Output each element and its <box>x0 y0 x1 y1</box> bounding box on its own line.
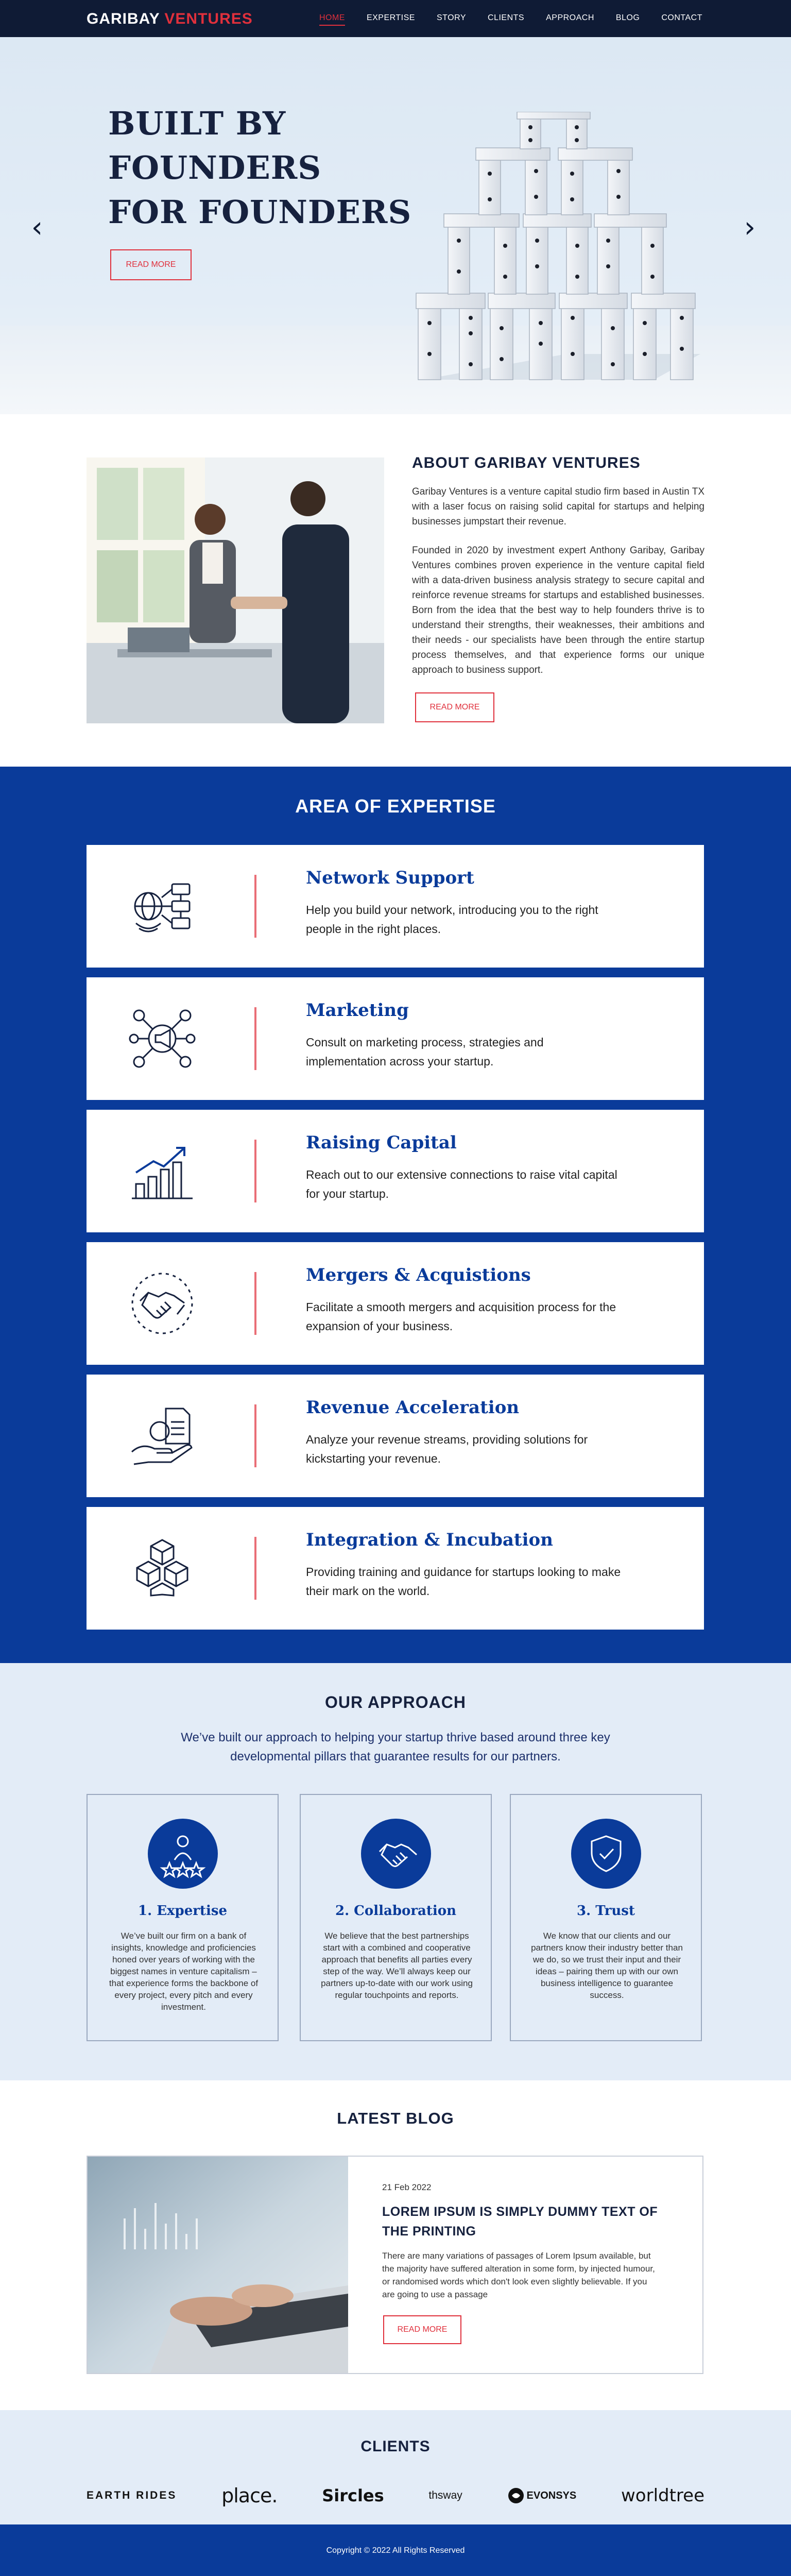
blog-post-date: 21 Feb 2022 <box>382 2182 432 2192</box>
clients-section <box>0 2410 791 2524</box>
card-description: Analyze your revenue streams, providing solutions for kickstarting your revenue. <box>306 1433 588 1465</box>
hero-read-more-button[interactable]: READ MORE <box>110 249 192 280</box>
about-section <box>0 414 791 767</box>
nav-item-expertise[interactable]: EXPERTISE <box>366 13 415 22</box>
approach-section <box>0 1663 791 2080</box>
hand-dollar-icon <box>128 1401 197 1470</box>
pillar-title: 2. Collaboration <box>335 1903 457 1919</box>
nav-item-clients[interactable]: CLIENTS <box>488 13 525 22</box>
hero-title <box>108 101 411 234</box>
card-separator <box>254 1537 256 1600</box>
client-logo-thsway: thsway <box>428 2489 462 2501</box>
growth-chart-icon <box>128 1137 197 1206</box>
card-title: Revenue Acceleration <box>306 1397 520 1418</box>
person-stars-icon <box>148 1819 218 1889</box>
expertise-section <box>0 767 791 1663</box>
approach-pillar-trust <box>510 1794 702 2041</box>
cubes-icon <box>128 1534 197 1603</box>
brand-name-part2: VENTURES <box>164 10 253 27</box>
about-paragraph-1: Garibay Ventures is a venture capital studio firm based in Austin TX with a laser focus on raising solid capital for startups and helping businesses jumpstart their revenue. <box>412 486 704 527</box>
blog-section <box>0 2080 791 2410</box>
approach-pillar-collaboration <box>300 1794 492 2041</box>
blog-post-card[interactable] <box>87 2156 703 2374</box>
card-description: Consult on marketing process, strategies and implementation across your startup. <box>306 1036 544 1068</box>
brand-name-part1: GARIBAY <box>87 10 160 27</box>
card-separator <box>254 1140 256 1202</box>
pillar-description: We believe that the best partnerships start with a combined and cooperative approach that benefits all parties every step of the way. We’ll always keep our partners up-to-date with our work using regular touchpoints and reports. <box>321 1931 473 2000</box>
card-description: Help you build your network, introducing you to the right people in the right places. <box>306 903 598 936</box>
brand-logo[interactable] <box>87 10 253 28</box>
nav-item-home[interactable]: HOME <box>319 13 345 26</box>
main-menu <box>319 13 702 26</box>
top-navbar <box>0 0 791 37</box>
approach-pillar-expertise <box>87 1794 279 2041</box>
about-title: ABOUT GARIBAY VENTURES <box>412 454 641 471</box>
clients-title: CLIENTS <box>360 2438 431 2455</box>
domino-tower-image <box>412 112 700 405</box>
client-logo-evonsys-text: EVONSYS <box>526 2489 577 2501</box>
hero-title-line2: FOUNDERS <box>108 149 322 187</box>
handshake-office-photo <box>87 457 384 723</box>
nav-item-approach[interactable]: APPROACH <box>546 13 594 22</box>
pillar-description: We’ve built our firm on a bank of insights, knowledge and proficiencies honed over years of working with the biggest names in venture capitalism – that experience forms the backbone of every project, every pitch and every investment. <box>109 1931 259 2012</box>
expertise-card-raising-capital[interactable] <box>87 1110 704 1232</box>
card-separator <box>254 1007 256 1070</box>
nav-item-contact[interactable]: CONTACT <box>661 13 702 22</box>
card-separator <box>254 1404 256 1467</box>
client-logo-earth-rides: EARTH RIDES <box>87 2489 177 2501</box>
card-description: Facilitate a smooth mergers and acquisition process for the expansion of your business. <box>306 1300 616 1333</box>
shield-check-icon <box>571 1819 641 1889</box>
card-description: Reach out to our extensive connections to raise vital capital for your startup. <box>306 1168 617 1200</box>
about-paragraph-2: Founded in 2020 by investment expert Anthony Garibay, Garibay Ventures combines proven experience in the venture capital field with a data-driven business analysis strategy to secure capital and reinforce revenue streams for startups and established businesses. Born from the idea that the best way to help founders thrive is to understand their strengths, their weaknesses, their ambitions and their needs - our specialists have been through the entire startup process themselves, and that experience forms our unique approach to business support. <box>412 545 704 675</box>
carousel-next-icon[interactable]: › <box>744 211 756 244</box>
client-logo-place: place. <box>221 2484 278 2507</box>
megaphone-hub-icon <box>128 1004 197 1073</box>
card-title: Network Support <box>306 868 474 888</box>
approach-subtitle: We’ve built our approach to helping your startup thrive based around three key developmental pillars that guarantee results for our partners. <box>181 1731 610 1764</box>
hero-title-line1: BUILT BY <box>108 105 286 142</box>
evonsys-mark-icon <box>507 2487 525 2504</box>
blog-post-excerpt: There are many variations of passages of Lorem Ipsum available, but the majority have suffered alteration in some form, by injected humour, or randomised words which don't look even slightly believable. If you are going to use a passage <box>382 2251 655 2299</box>
handshake-icon <box>361 1819 431 1889</box>
card-title: Raising Capital <box>306 1132 457 1153</box>
hero-title-line3: FOR FOUNDERS <box>108 193 412 231</box>
pillar-icon-circle <box>148 1819 218 1889</box>
pillar-icon-circle <box>361 1819 431 1889</box>
client-logos-row <box>87 2480 704 2511</box>
card-description: Providing training and guidance for startups looking to make their mark on the world. <box>306 1565 621 1598</box>
hero-banner <box>0 37 791 414</box>
pillar-icon-circle <box>571 1819 641 1889</box>
footer <box>0 2524 791 2576</box>
expertise-title: AREA OF EXPERTISE <box>295 795 496 817</box>
blog-post-image <box>88 2157 348 2374</box>
expertise-card-revenue-acceleration[interactable] <box>87 1375 704 1497</box>
copyright-text: Copyright © 2022 All Rights Reserved <box>326 2546 465 2555</box>
blog-title: LATEST BLOG <box>337 2109 454 2127</box>
handshake-icon <box>128 1269 197 1338</box>
network-globe-icon <box>128 872 197 941</box>
pillar-description: We know that our clients and our partners know their industry better than we do, so we trust their input and their ideas – pairing them up with our own business intelligence to guarantee success. <box>531 1931 683 2000</box>
client-logo-worldtree: worldtree <box>621 2485 704 2506</box>
blog-post-headline[interactable]: LOREM IPSUM IS SIMPLY DUMMY TEXT OF THE PRINTING <box>382 2205 658 2239</box>
card-title: Integration & Incubation <box>306 1530 553 1550</box>
client-logo-evonsys <box>507 2487 577 2504</box>
nav-item-blog[interactable]: BLOG <box>615 13 640 22</box>
card-title: Marketing <box>306 1000 409 1021</box>
pillar-title: 1. Expertise <box>138 1903 227 1919</box>
expertise-card-marketing[interactable] <box>87 977 704 1100</box>
expertise-card-mergers-acquisitions[interactable] <box>87 1242 704 1365</box>
card-title: Mergers & Acquistions <box>306 1265 531 1285</box>
blog-read-more-button[interactable]: READ MORE <box>383 2315 461 2344</box>
expertise-card-network-support[interactable] <box>87 845 704 968</box>
card-separator <box>254 1272 256 1335</box>
carousel-prev-icon[interactable]: ‹ <box>31 211 43 244</box>
nav-item-story[interactable]: STORY <box>436 13 467 22</box>
client-logo-sircles: Sircles <box>322 2486 384 2505</box>
approach-title: OUR APPROACH <box>325 1693 466 1711</box>
about-read-more-button[interactable]: READ MORE <box>415 692 494 722</box>
pillar-title: 3. Trust <box>577 1903 635 1919</box>
expertise-card-integration-incubation[interactable] <box>87 1507 704 1630</box>
card-separator <box>254 875 256 938</box>
